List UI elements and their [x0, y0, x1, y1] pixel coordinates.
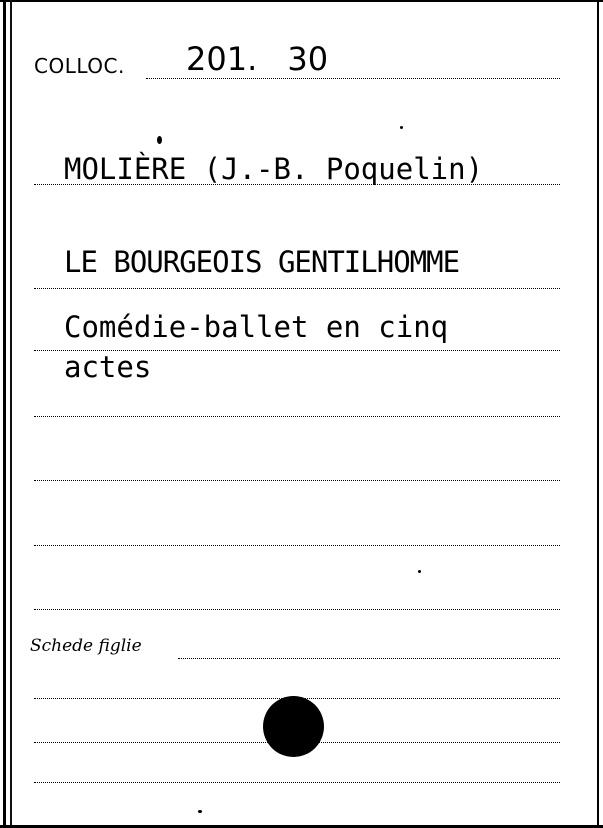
- blank-dotted-line: [34, 609, 560, 610]
- blank-dotted-line: [34, 480, 560, 481]
- schede-dotted-line: [178, 658, 560, 659]
- author-name: MOLIÈRE (J.-B. Poquelin): [64, 152, 484, 186]
- colloc-label: COLLOC.: [34, 54, 125, 78]
- author-dotted-line: [34, 184, 560, 185]
- colloc-dotted-line: [146, 78, 560, 79]
- ink-speck: [400, 126, 403, 129]
- card-left-edge: [3, 0, 6, 828]
- blank-dotted-line: [34, 782, 560, 783]
- work-subtitle-line2: actes: [64, 350, 152, 384]
- blank-dotted-line: [34, 416, 560, 417]
- card-left-edge-inner: [10, 0, 12, 828]
- ink-speck: [418, 570, 421, 573]
- punch-hole: [263, 696, 324, 757]
- blank-dotted-line: [34, 545, 560, 546]
- card-right-edge: [597, 0, 599, 828]
- title-dotted-line: [34, 288, 560, 289]
- schede-figlie-label: Schede figlie: [30, 636, 142, 656]
- ink-speck: [157, 136, 162, 144]
- work-subtitle-line1: Comédie-ballet en cinq: [64, 310, 449, 344]
- colloc-value: 201. 30: [186, 40, 329, 78]
- card-top-edge: [0, 0, 603, 2]
- ink-speck: [198, 810, 202, 813]
- work-title: LE BOURGEOIS GENTILHOMME: [64, 245, 460, 279]
